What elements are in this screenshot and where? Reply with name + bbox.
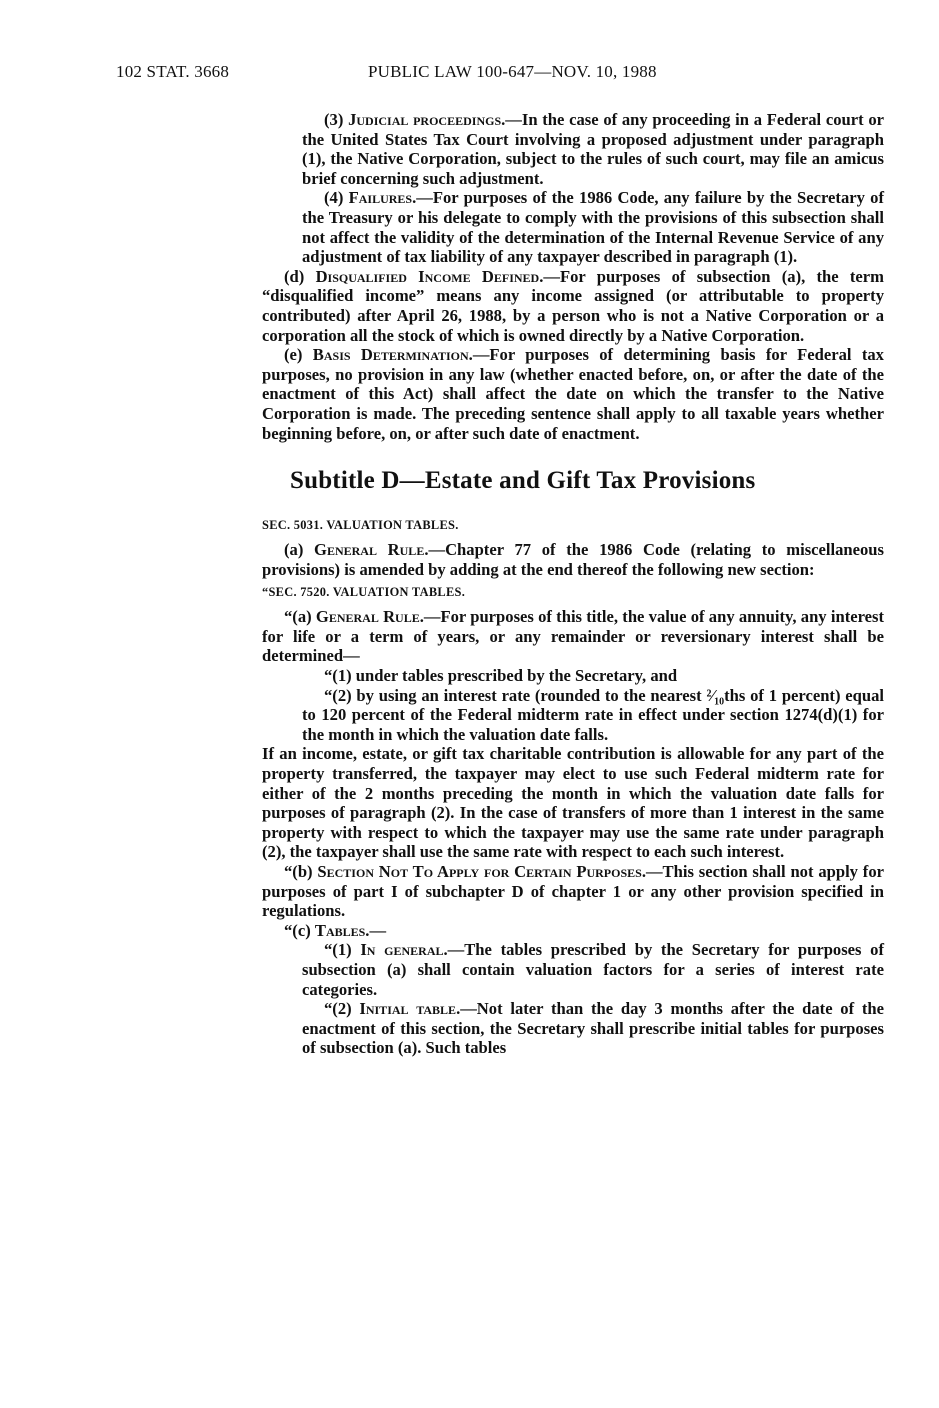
section-7520-a-flush-text: If an income, estate, or gift tax charitable contribution is allowable for any part of the property transferred, the taxpayer may elect to use such Federal midterm rate for either of the 2 months preceding the month in which the valuation date falls for purposes of paragraph (2). In the case of transfers of more than 1 interest in the same property with respect to which the taxpayer may use the same rate under paragraph (2), the taxpayer shall use the same rate with respect to each such interest. <box>262 744 884 862</box>
section-5031-heading: SEC. 5031. VALUATION TABLES. <box>262 518 459 533</box>
paragraph-heading: Judicial proceedings <box>348 110 502 129</box>
paragraph-heading: Failures <box>348 188 413 208</box>
section-7520-a-paragraph-2: “(2) by using an interest rate (rounded to the nearest ²⁄₁₀ths of 1 percent) equal to 120 percent of the Federal midterm rate in effect under section 1274(d)(1) for the month in which the valuation date falls. <box>302 685 884 744</box>
subsection-heading: General Rule <box>315 607 420 627</box>
subsection-heading: Tables <box>314 920 366 940</box>
section-5031-subsection-a: (a) General Rule.—Chapter 77 of the 1986 Code (relating to miscellaneous provisions) is amended by adding at the end thereof the following new section: <box>262 540 884 579</box>
paragraph-c3-judicial-proceedings: (3) Judicial proceedings.—In the case of any proceeding in a Federal court or the United States Tax Court involving a proposed adjustment under paragraph (1), the Native Corporation, subject to the rules of such court, may file an amicus brief concerning such adjustment. <box>302 110 885 188</box>
section-7520-heading: “SEC. 7520. VALUATION TABLES. <box>262 585 466 600</box>
stat-page-citation: 102 STAT. 3668 <box>116 62 230 81</box>
section-7520-a-paragraph-1: “(1) under tables prescribed by the Secretary, and <box>324 666 678 686</box>
paragraph-heading: In general <box>360 940 444 960</box>
subtitle-heading: Subtitle D—Estate and Gift Tax Provisions <box>290 467 756 495</box>
section-7520-subsection-c: “(c) Tables.— <box>284 920 387 940</box>
subsection-d-disqualified-income: (d) Disqualified Income Defined.—For purposes of subsection (a), the term “disqualified income” means any income assigned (or attributable to property contributed) after April 26, 1988, by a person who is not a Native Corporation or a corporation all the stock of which is owned directly by a Native Corporation. <box>262 266 884 345</box>
subsection-heading: Basis Determination <box>312 345 469 365</box>
public-law-citation: PUBLIC LAW 100-647—NOV. 10, 1988 <box>368 62 657 81</box>
subsection-heading: General Rule <box>314 540 425 560</box>
section-7520-c-paragraph-1: “(1) In general.—The tables prescribed by the Secretary for purposes of subsection (a) shall contain valuation factors for a series of interest rate categories. <box>302 940 885 999</box>
section-7520-subsection-a: “(a) General Rule.—For purposes of this title, the value of any annuity, any interest for life or a term of years, or any remainder or reversionary interest shall be determined— <box>262 607 884 666</box>
subsection-heading: Disqualified Income Defined <box>315 266 540 286</box>
statute-body <box>262 110 884 1058</box>
subsection-heading: Section Not To Apply for Certain Purposes <box>317 862 642 881</box>
paragraph-c4-failures: (4) Failures.—For purposes of the 1986 Code, any failure by the Secretary of the Treasury or his delegate to comply with the provisions of this subsection shall not affect the validity of the determination of the Internal Revenue Service of any adjustment of tax liability of any taxpayer described in paragraph (1). <box>302 188 884 267</box>
paragraph-heading: Initial table <box>359 999 457 1019</box>
subsection-e-basis-determination: (e) Basis Determination.—For purposes of determining basis for Federal tax purposes, no provision in any law (whether enacted before, on, or after the date of the enactment of this Act) shall affect the date on which the transfer to the Native Corporation is made. The preceding sentence shall apply to all taxable years whether beginning before, on, or after such date of enactment. <box>262 345 884 443</box>
section-7520-subsection-b: “(b) Section Not To Apply for Certain Purposes.—This section shall not apply for purposes of part I of subchapter D of chapter 1 or any other provision specified in regulations. <box>262 862 884 921</box>
section-7520-c-paragraph-2: “(2) Initial table.—Not later than the day 3 months after the date of the enactment of this section, the Secretary shall prescribe initial tables for purposes of subsection (a). Such tables <box>302 999 884 1058</box>
